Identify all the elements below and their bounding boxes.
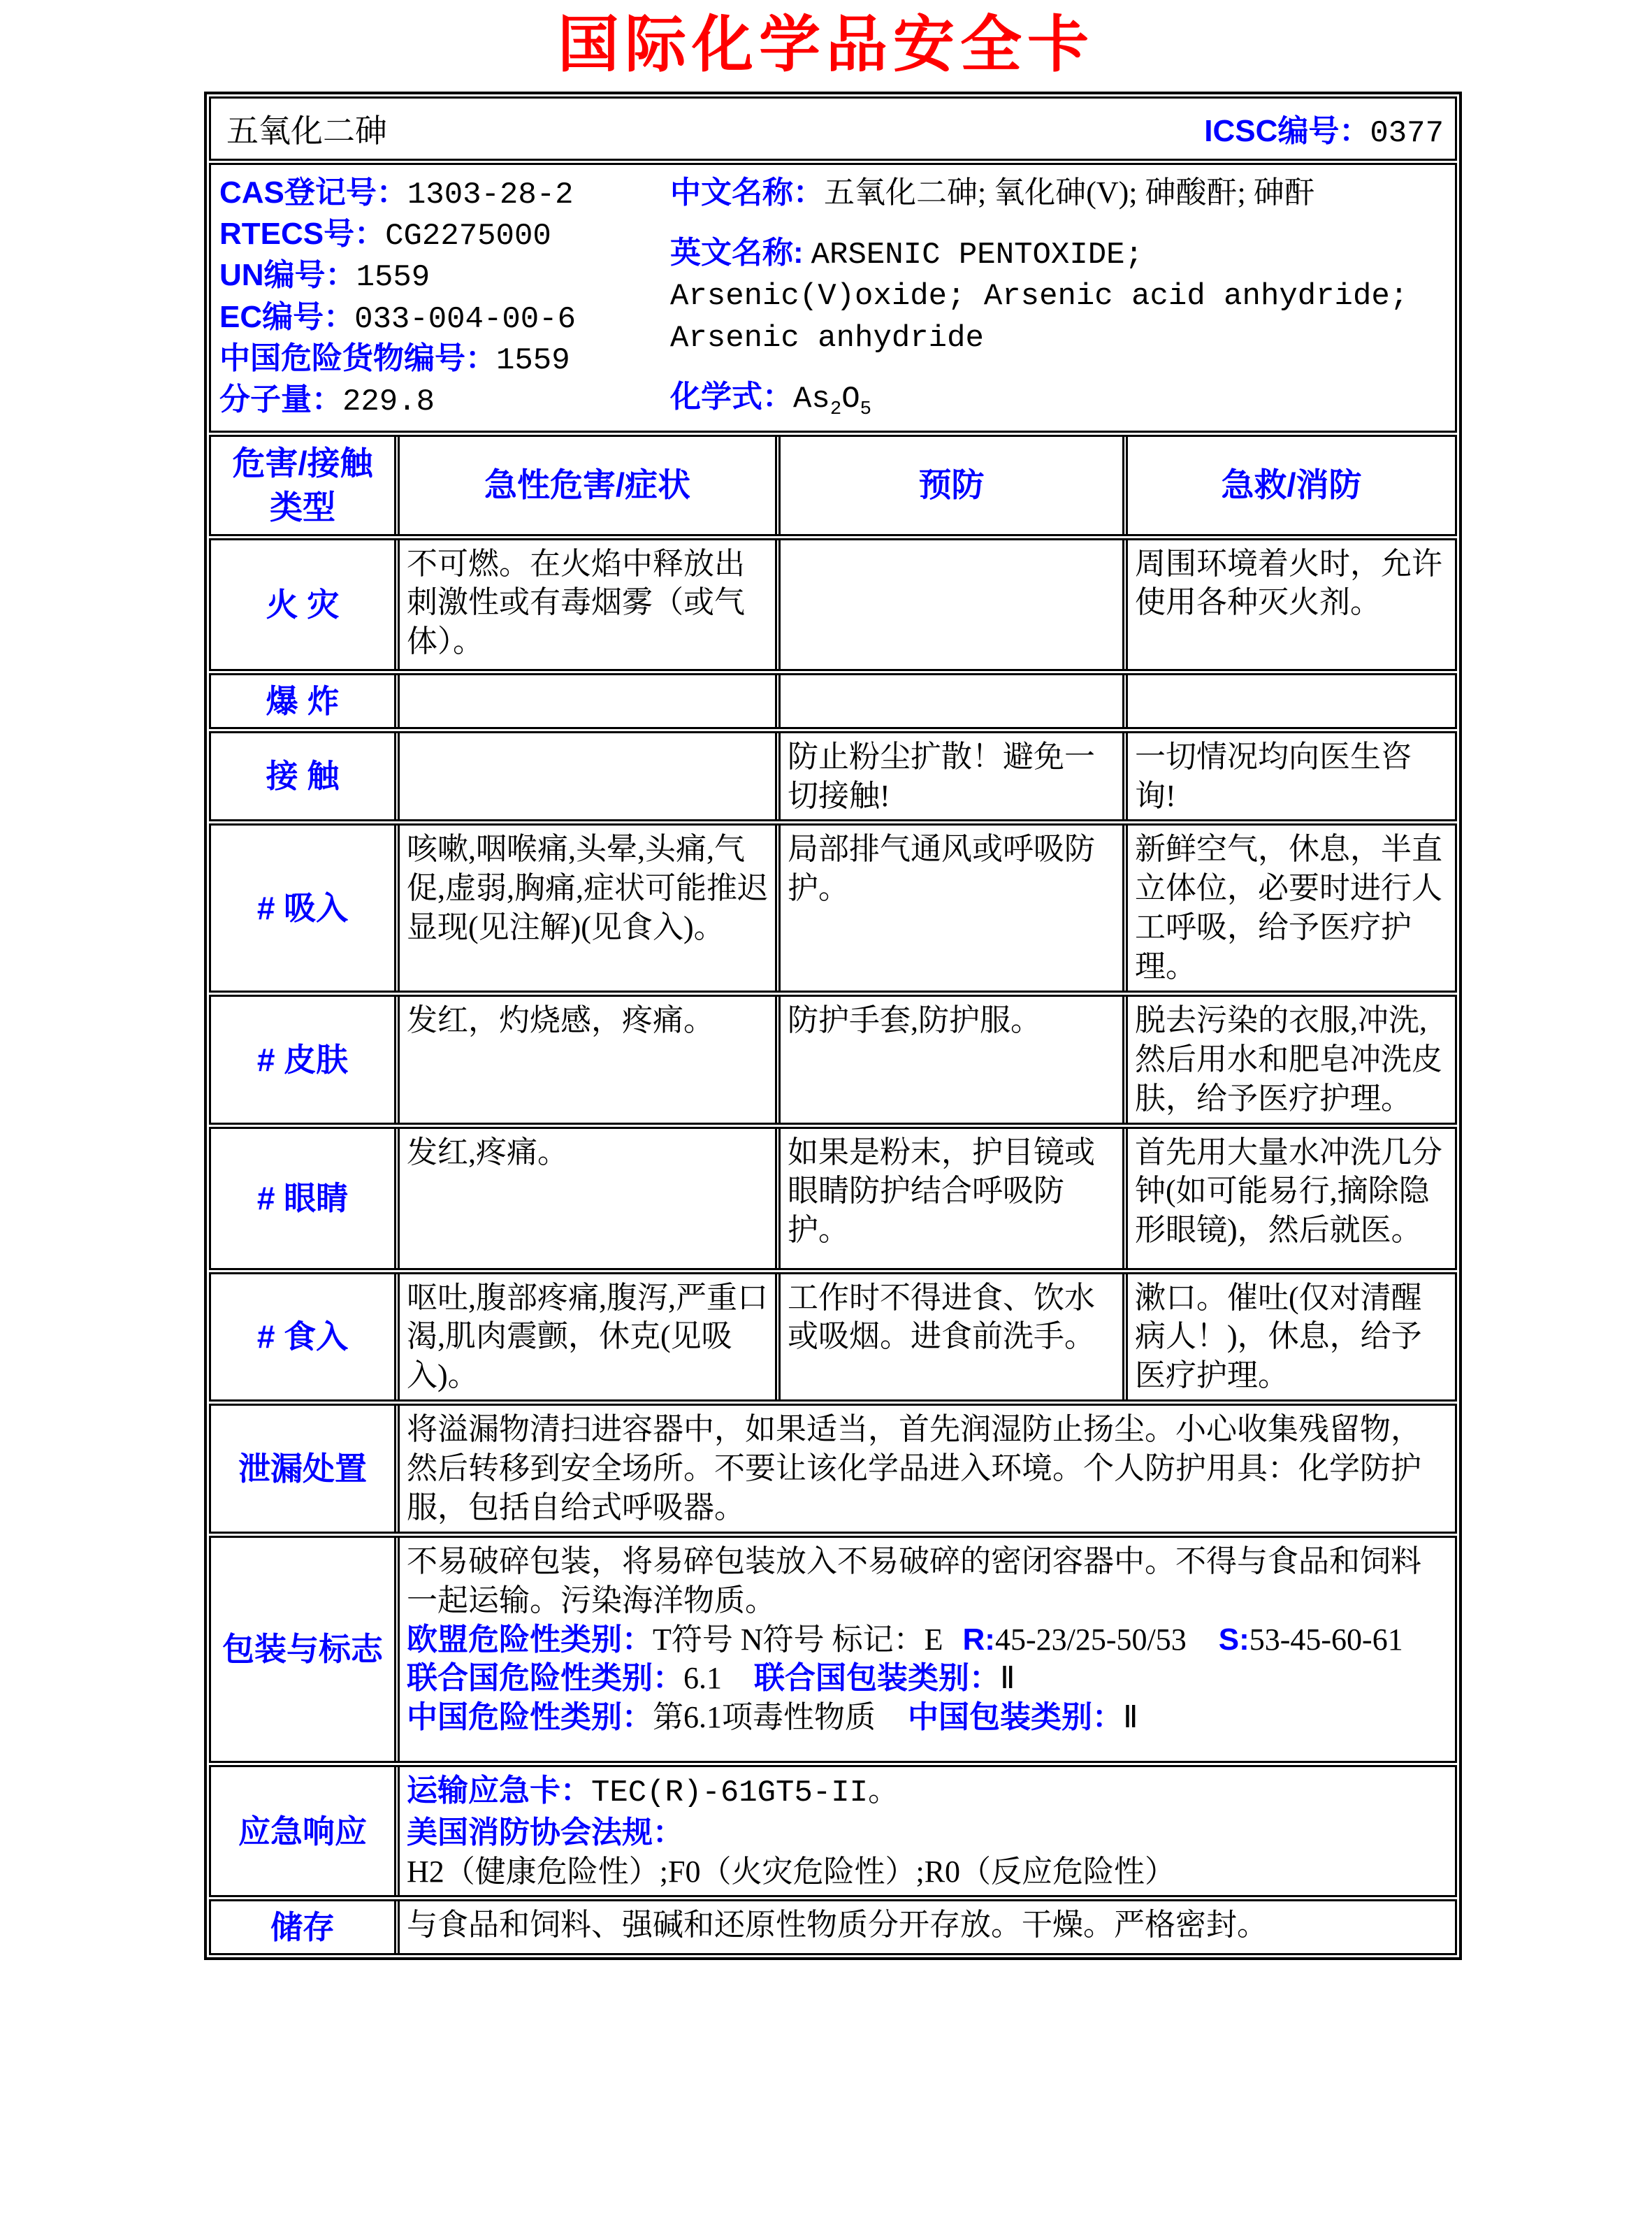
chinese-name-line [670, 173, 1448, 213]
molecular-weight-label: 分子量： [219, 382, 342, 417]
row-emergency-label: 应急响应 [238, 1813, 367, 1850]
row-ingestion [209, 1272, 1457, 1402]
china-dg-value: 1559 [496, 343, 570, 379]
icsc-number: 0377 [1370, 116, 1444, 152]
hazard-table-header [209, 435, 1457, 536]
cas-number-line [219, 173, 670, 215]
row-skin-aid: 脱去污染的衣服,冲洗,然后用水和肥皂冲洗皮肤，给予医疗护理。 [1122, 997, 1455, 1123]
icsc-card [204, 92, 1462, 1961]
row-explosion-symptoms [394, 675, 775, 727]
row-inhalation-aid: 新鲜空气，休息，半直立体位，必要时进行人工呼吸，给予医疗护理。 [1122, 826, 1455, 991]
row-storage-text: 与食品和饲料、强碱和还原性物质分开存放。干燥。严格密封。 [394, 1901, 1455, 1953]
row-eyes-symptoms: 发红,疼痛。 [394, 1129, 775, 1268]
eu-hazard-class-value: T符号 N符号 标记：E [653, 1622, 943, 1657]
row-fire-symptoms: 不可燃。在火焰中释放出刺激性或有毒烟雾（或气体）。 [394, 540, 775, 669]
row-ingestion-prevention: 工作时不得进食、饮水或吸烟。进食前洗手。 [775, 1274, 1122, 1400]
china-dg-number-line [219, 339, 670, 380]
row-skin [209, 995, 1457, 1125]
english-name-line [670, 233, 1448, 358]
row-packaging-content [394, 1538, 1455, 1761]
row-ingestion-aid: 漱口。催吐(仅对清醒病人！)，休息，给予医疗护理。 [1122, 1274, 1455, 1400]
row-spillage-text: 将溢漏物清扫进容器中，如果适当，首先润湿防止扬尘。小心收集残留物，然后转移到安全场所。不要让该化学品进入环境。个人防护用具：化学防护服，包括自给式呼吸器。 [394, 1406, 1455, 1532]
un-classification-line [407, 1659, 1448, 1698]
chinese-name-value: 五氧化二砷; 氧化砷(V); 砷酸酐; 砷酐 [824, 175, 1315, 210]
icsc-label: ICSC编号： [1204, 114, 1370, 149]
s-phrases-label: S: [1218, 1622, 1249, 1657]
r-phrases-value: 45-23/25-50/53 [994, 1622, 1187, 1657]
nfpa-label: 美国消防协会法规： [407, 1815, 683, 1850]
row-ingestion-symptoms: 呕吐,腹部疼痛,腹泻,严重口渴,肌肉震颤，休克(见吸入)。 [394, 1274, 775, 1400]
nfpa-code-line [407, 1813, 1448, 1892]
s-phrases-value: 53-45-60-61 [1249, 1622, 1403, 1657]
cn-hazard-class-value: 第6.1项毒性物质 [653, 1700, 876, 1735]
un-pack-group-value: Ⅱ [1000, 1661, 1015, 1696]
row-spillage [209, 1404, 1457, 1534]
cas-label: CAS登记号： [219, 175, 407, 210]
molecular-weight-value: 229.8 [342, 384, 435, 420]
transport-emergency-card-line [407, 1771, 1448, 1813]
row-packaging [209, 1536, 1457, 1763]
tec-value: TEC(R)-61GT5-II。 [591, 1775, 899, 1810]
tec-label: 运输应急卡： [407, 1773, 591, 1808]
row-inhalation [209, 823, 1457, 993]
row-storage [209, 1899, 1457, 1955]
un-number-line [219, 256, 670, 297]
row-spillage-label: 泄漏处置 [238, 1450, 367, 1487]
cn-pack-group-value: Ⅱ [1123, 1700, 1138, 1735]
nfpa-value: H2（健康危险性）;F0（火灾危险性）;R0（反应危险性） [407, 1854, 1176, 1889]
row-eyes-label: # 眼睛 [256, 1179, 349, 1216]
card-header-row [209, 96, 1457, 161]
row-skin-prevention: 防护手套,防护服。 [775, 997, 1122, 1123]
ec-label: EC编号： [219, 299, 355, 334]
cn-pack-group-label: 中国包装类别： [908, 1700, 1123, 1735]
identifiers-left-column [219, 173, 670, 422]
ec-number-line [219, 298, 670, 339]
row-fire-label: 火 灾 [266, 586, 340, 623]
row-eyes-aid: 首先用大量水冲洗几分钟(如可能易行,摘除隐形眼镜)，然后就医。 [1122, 1129, 1455, 1268]
identifiers-right-column [670, 173, 1448, 422]
un-hazard-class-value: 6.1 [683, 1661, 722, 1696]
row-exposure-symptoms [394, 733, 775, 820]
row-fire-prevention [775, 540, 1122, 669]
chemical-formula-label: 化学式： [670, 379, 793, 414]
row-explosion-prevention [775, 675, 1122, 727]
icsc-number-group [1204, 106, 1444, 151]
row-storage-label: 储存 [270, 1909, 335, 1946]
rtecs-number-line [219, 215, 670, 256]
row-fire [209, 538, 1457, 671]
chemical-formula-line [670, 377, 1448, 422]
row-inhalation-label: # 吸入 [256, 890, 349, 927]
row-emergency-content [394, 1767, 1455, 1896]
row-packaging-label: 包装与标志 [222, 1631, 383, 1668]
row-emergency [209, 1765, 1457, 1898]
cn-classification-line [407, 1698, 1448, 1737]
un-label: UN编号： [219, 258, 356, 293]
ec-value: 033-004-00-6 [354, 301, 576, 337]
row-explosion-aid [1122, 675, 1455, 727]
row-explosion [209, 673, 1457, 729]
row-eyes-prevention: 如果是粉末，护目镜或眼睛防护结合呼吸防护。 [775, 1129, 1122, 1268]
rtecs-label: RTECS号： [219, 217, 386, 252]
chemical-formula-value: $As_2O_5$ [793, 381, 871, 420]
un-pack-group-label: 联合国包装类别： [754, 1661, 1000, 1696]
molecular-weight-line [219, 380, 670, 422]
row-exposure [209, 731, 1457, 822]
chinese-name-label: 中文名称： [670, 175, 824, 210]
substance-name: 五氧化二砷 [226, 113, 387, 149]
page-title: 国际化学品安全卡 [557, 12, 1094, 80]
row-exposure-aid: 一切情况均向医生咨询! [1122, 733, 1455, 820]
packaging-intro: 不易破碎包装，将易碎包装放入不易破碎的密闭容器中。不得与食品和饲料一起运输。污染海洋物质。 [407, 1543, 1421, 1618]
header-prevention: 预防 [775, 437, 1122, 534]
china-dg-label: 中国危险货物编号： [219, 341, 496, 376]
english-name-label: 英文名称: [670, 236, 804, 271]
identifiers-section [209, 163, 1457, 433]
header-hazard-type: 危害/接触 类型 [232, 444, 373, 526]
header-acute-hazards: 急性危害/症状 [394, 437, 775, 534]
eu-hazard-class-label: 欧盟危险性类别： [407, 1622, 653, 1657]
rtecs-value: CG2275000 [385, 219, 551, 254]
cas-value: 1303-28-2 [407, 177, 574, 213]
eu-hazard-class-line [407, 1620, 1448, 1659]
un-hazard-class-label: 联合国危险性类别： [407, 1661, 683, 1696]
row-skin-label: # 皮肤 [256, 1041, 349, 1078]
cn-hazard-class-label: 中国危险性类别： [407, 1700, 653, 1735]
row-eyes [209, 1127, 1457, 1270]
r-phrases-label: R: [962, 1622, 995, 1657]
header-first-aid-firefighting: 急救/消防 [1122, 437, 1455, 534]
un-value: 1559 [356, 260, 430, 296]
row-ingestion-label: # 食入 [256, 1318, 349, 1355]
row-exposure-prevention: 防止粉尘扩散！避免一切接触! [775, 733, 1122, 820]
english-name-value: ARSENIC PENTOXIDE; Arsenic(V)oxide; Arsenic acid anhydride; Arsenic anhydride [670, 238, 1409, 356]
row-fire-aid: 周围环境着火时，允许使用各种灭火剂。 [1122, 540, 1455, 669]
row-skin-symptoms: 发红，灼烧感，疼痛。 [394, 997, 775, 1123]
row-exposure-label: 接 触 [266, 758, 340, 795]
row-explosion-label: 爆 炸 [266, 682, 340, 719]
row-inhalation-symptoms: 咳嗽,咽喉痛,头晕,头痛,气促,虚弱,胸痛,症状可能推迟显现(见注解)(见食入)。 [394, 826, 775, 991]
row-inhalation-prevention: 局部排气通风或呼吸防护。 [775, 826, 1122, 991]
